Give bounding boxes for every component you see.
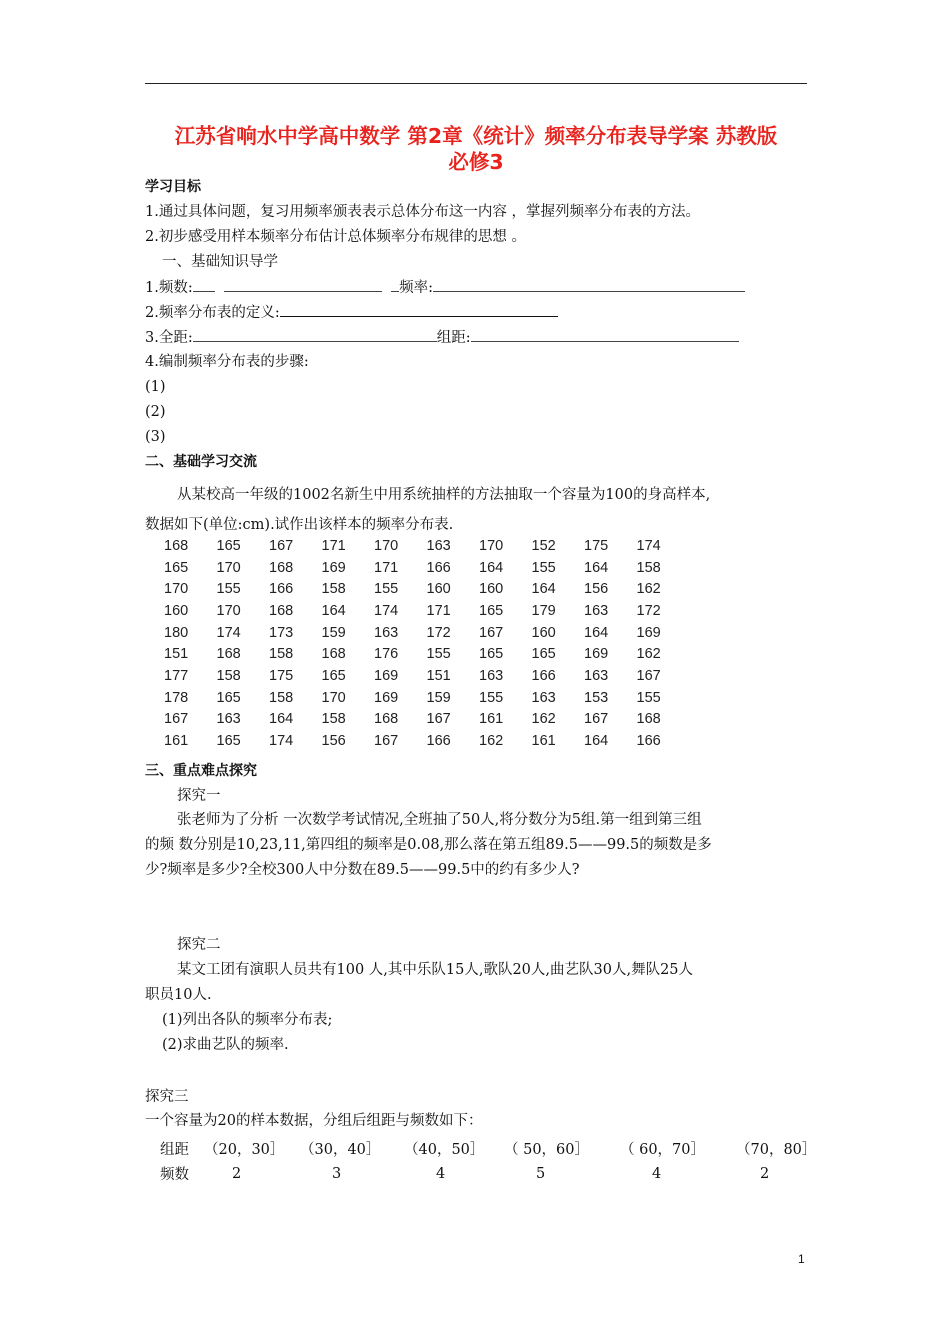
height-cell: 169 (374, 689, 399, 706)
explore1-title: 探究一 (177, 788, 221, 804)
interval-cell: （70，80］ (736, 1142, 817, 1158)
height-cell: 166 (636, 733, 661, 750)
frequency-cell: 5 (536, 1165, 546, 1182)
grouped-frequency-table (160, 1136, 816, 1186)
height-row (162, 643, 687, 665)
q1-line (145, 277, 745, 298)
height-cell: 151 (426, 667, 451, 684)
interval-row-label: 组距 (160, 1142, 189, 1158)
height-cell: 163 (374, 624, 399, 641)
height-cell: 168 (374, 711, 399, 728)
height-cell: 165 (216, 733, 241, 750)
height-cell: 163 (426, 537, 451, 554)
height-cell: 174 (216, 624, 241, 641)
height-cell: 158 (321, 581, 346, 598)
header-rule (145, 83, 807, 84)
height-cell: 179 (531, 602, 556, 619)
height-cell: 156 (321, 733, 346, 750)
height-cell: 169 (321, 559, 346, 576)
height-cell: 164 (584, 733, 609, 750)
height-cell: 155 (531, 559, 556, 576)
height-cell: 168 (269, 602, 294, 619)
height-row (162, 557, 687, 579)
height-cell: 172 (426, 624, 451, 641)
height-cell: 165 (321, 667, 346, 684)
height-cell: 158 (216, 667, 241, 684)
frequency-cell: 2 (760, 1165, 770, 1182)
height-cell: 163 (584, 667, 609, 684)
height-row (162, 535, 687, 557)
height-cell: 167 (269, 537, 294, 554)
objective-2: 2.初步感受用样本频率分布估计总体频率分布规律的思想 。 (145, 229, 526, 245)
frequency-cell: 3 (332, 1165, 342, 1182)
section2-para-2: 数据如下(单位:cm).试作出该样本的频率分布表. (145, 517, 454, 533)
section2-para-1: 从某校高一年级的1002名新生中用系统抽样的方法抽取一个容量为100的身高样本, (177, 487, 711, 503)
height-cell: 159 (426, 689, 451, 706)
step-3: (3) (145, 429, 166, 445)
height-row (162, 730, 687, 752)
title-line-2: 必修3 (448, 150, 504, 174)
height-cell: 165 (216, 537, 241, 554)
height-cell: 155 (426, 646, 451, 663)
height-cell: 155 (216, 581, 241, 598)
height-row (162, 709, 687, 731)
height-cell: 173 (269, 624, 294, 641)
height-cell: 172 (636, 602, 661, 619)
interval-cell: （ 50，60］ (504, 1142, 590, 1158)
height-cell: 171 (321, 537, 346, 554)
explore2-line-4: (2)求曲艺队的频率. (162, 1037, 289, 1053)
height-cell: 165 (531, 646, 556, 663)
interval-row (160, 1136, 816, 1161)
q2-line (145, 302, 558, 323)
page-number: 1 (798, 1252, 805, 1266)
height-cell: 175 (269, 667, 294, 684)
frequency-row-label: 频数 (160, 1167, 189, 1183)
height-cell: 167 (164, 711, 189, 728)
height-cell: 165 (164, 559, 189, 576)
height-cell: 178 (164, 689, 189, 706)
interval-cell: （ 60，70］ (620, 1142, 706, 1158)
q1-label: 1.频数: (145, 280, 193, 296)
height-cell: 155 (479, 689, 504, 706)
frequency-row (160, 1161, 816, 1186)
height-cell: 166 (531, 667, 556, 684)
height-cell: 168 (321, 646, 346, 663)
height-row (162, 622, 687, 644)
height-cell: 174 (374, 602, 399, 619)
height-cell: 164 (584, 624, 609, 641)
height-cell: 163 (216, 711, 241, 728)
height-cell: 167 (636, 667, 661, 684)
explore3-title: 探究三 (145, 1089, 189, 1105)
blank-frequency-count-2[interactable] (224, 277, 382, 292)
height-cell: 168 (164, 537, 189, 554)
height-cell: 160 (479, 581, 504, 598)
frequency-cell: 2 (232, 1165, 242, 1182)
height-cell: 163 (479, 667, 504, 684)
height-cell: 155 (374, 581, 399, 598)
height-cell: 174 (269, 733, 294, 750)
height-cell: 162 (636, 581, 661, 598)
height-data-table (162, 535, 687, 752)
height-cell: 156 (584, 581, 609, 598)
objectives-heading: 学习目标 (145, 179, 201, 195)
interval-cell: （20，30］ (204, 1142, 285, 1158)
section3-heading: 三、重点难点探究 (145, 763, 257, 779)
height-cell: 165 (479, 646, 504, 663)
height-cell: 159 (321, 624, 346, 641)
section2-heading: 二、基础学习交流 (145, 454, 257, 470)
explore2-title: 探究二 (177, 937, 221, 953)
blank-frequency-count[interactable] (193, 277, 215, 292)
height-cell: 160 (531, 624, 556, 641)
section1-heading: 一、基础知识导学 (162, 254, 278, 270)
blank-frequency-rate[interactable] (433, 277, 745, 292)
height-cell: 162 (531, 711, 556, 728)
height-cell: 166 (269, 581, 294, 598)
height-cell: 175 (584, 537, 609, 554)
blank-class-width[interactable] (471, 327, 739, 342)
frequency-cell: 4 (436, 1165, 446, 1182)
height-cell: 164 (584, 559, 609, 576)
height-cell: 170 (374, 537, 399, 554)
height-row (162, 600, 687, 622)
height-cell: 162 (479, 733, 504, 750)
height-cell: 166 (426, 559, 451, 576)
height-cell: 162 (636, 646, 661, 663)
height-cell: 165 (479, 602, 504, 619)
explore1-line-1: 张老师为了分析 一次数学考试情况,全班抽了50人,将分数分为5组.第一组到第三组 (177, 812, 702, 828)
height-cell: 167 (584, 711, 609, 728)
height-cell: 169 (584, 646, 609, 663)
explore1-line-2: 的频 数分别是10,23,11,第四组的频率是0.08,那么落在第五组89.5——99.5的频数是多 (145, 837, 712, 853)
height-cell: 180 (164, 624, 189, 641)
height-cell: 164 (479, 559, 504, 576)
height-cell: 170 (479, 537, 504, 554)
height-cell: 167 (374, 733, 399, 750)
q3-label: 3.全距: (145, 330, 193, 346)
height-cell: 161 (479, 711, 504, 728)
objective-1: 1.通过具体问题，复习用频率颁表表示总体分布这一内容 ，掌握列频率分布表的方法。 (145, 204, 700, 220)
height-cell: 164 (321, 602, 346, 619)
q2-label: 2.频率分布表的定义: (145, 305, 280, 321)
height-row (162, 578, 687, 600)
height-cell: 163 (584, 602, 609, 619)
height-cell: 168 (636, 711, 661, 728)
step-2: (2) (145, 404, 166, 420)
blank-definition[interactable] (280, 302, 558, 317)
q4-label: 4.编制频率分布表的步骤: (145, 354, 309, 370)
height-cell: 167 (479, 624, 504, 641)
title-line-1: 江苏省响水中学高中数学 第2章《统计》频率分布表导学案 苏教版 (174, 124, 778, 148)
height-cell: 160 (164, 602, 189, 619)
q1-mid-label: 频率: (399, 280, 434, 296)
height-cell: 158 (269, 646, 294, 663)
height-cell: 161 (164, 733, 189, 750)
height-row (162, 665, 687, 687)
height-cell: 177 (164, 667, 189, 684)
height-cell: 165 (216, 689, 241, 706)
height-row (162, 687, 687, 709)
height-cell: 170 (216, 559, 241, 576)
height-cell: 158 (321, 711, 346, 728)
interval-cell: （40，50］ (404, 1142, 485, 1158)
explore2-line-3: (1)列出各队的频率分布表; (162, 1012, 333, 1028)
height-cell: 170 (321, 689, 346, 706)
height-cell: 153 (584, 689, 609, 706)
height-cell: 167 (426, 711, 451, 728)
height-cell: 171 (426, 602, 451, 619)
q3-line (145, 327, 739, 348)
explore2-line-2: 职员10人. (145, 987, 212, 1003)
height-cell: 151 (164, 646, 189, 663)
height-cell: 168 (269, 559, 294, 576)
height-cell: 152 (531, 537, 556, 554)
height-cell: 171 (374, 559, 399, 576)
height-cell: 158 (269, 689, 294, 706)
height-cell: 155 (636, 689, 661, 706)
height-cell: 176 (374, 646, 399, 663)
interval-cell: （30，40］ (300, 1142, 381, 1158)
explore3-intro: 一个容量为20的样本数据，分组后组距与频数如下： (145, 1113, 483, 1129)
document-title (140, 123, 812, 175)
height-cell: 158 (636, 559, 661, 576)
height-cell: 170 (216, 602, 241, 619)
height-cell: 160 (426, 581, 451, 598)
height-cell: 170 (164, 581, 189, 598)
blank-small[interactable] (391, 277, 399, 292)
height-cell: 174 (636, 537, 661, 554)
height-cell: 164 (531, 581, 556, 598)
height-cell: 161 (531, 733, 556, 750)
explore1-line-3: 少?频率是多少?全校300人中分数在89.5——99.5中的约有多少人? (145, 862, 580, 878)
blank-range[interactable] (193, 327, 437, 342)
height-cell: 166 (426, 733, 451, 750)
height-cell: 163 (531, 689, 556, 706)
height-cell: 169 (374, 667, 399, 684)
q3-mid-label: 组距: (436, 330, 471, 346)
height-cell: 169 (636, 624, 661, 641)
explore2-line-1: 某文工团有演职人员共有100 人,其中乐队15人,歌队20人,曲艺队30人,舞队25人 (177, 962, 694, 978)
height-cell: 164 (269, 711, 294, 728)
frequency-cell: 4 (652, 1165, 662, 1182)
height-cell: 168 (216, 646, 241, 663)
step-1: (1) (145, 379, 166, 395)
